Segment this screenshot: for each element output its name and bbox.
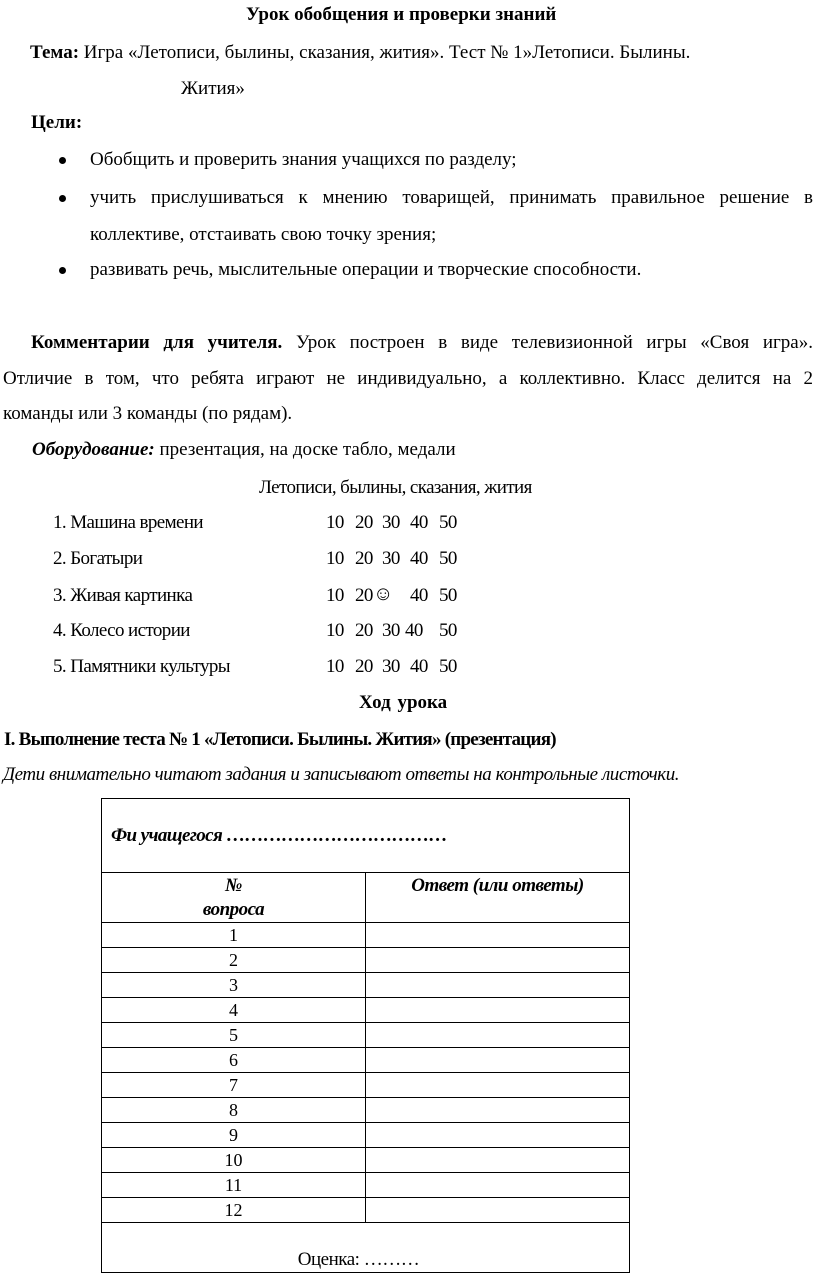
- answer-cell[interactable]: [366, 1148, 630, 1173]
- grade-cell: [102, 1223, 630, 1273]
- goal-item: развивать речь, мыслительные операции и творческие способности.: [90, 259, 642, 280]
- table-row: [102, 1048, 630, 1073]
- question-number: 8: [102, 1098, 366, 1123]
- answer-cell[interactable]: [366, 1173, 630, 1198]
- table-row: [102, 923, 630, 948]
- board-score: 30: [382, 620, 400, 641]
- topic-label: Тема:: [30, 42, 80, 63]
- table-row: [102, 1123, 630, 1148]
- topic-text: Игра «Летописи, былины, сказания, жития». Тест № 1»Летописи. Былины.: [79, 42, 691, 63]
- board-score: 50: [439, 620, 457, 641]
- board-score: 50: [439, 512, 457, 533]
- question-number: 11: [102, 1173, 366, 1198]
- board-score: 30: [382, 656, 400, 677]
- table-row: [102, 1173, 630, 1198]
- board-category: 5. Памятники культуры: [53, 656, 230, 677]
- answer-cell[interactable]: [366, 1098, 630, 1123]
- bullet-icon: [59, 267, 66, 274]
- answer-cell[interactable]: [366, 923, 630, 948]
- section-title: I. Выполнение теста № 1 «Летописи. Былины. Жития» (презентация): [4, 729, 556, 750]
- page-title: Урок обобщения и проверки знаний: [246, 4, 557, 25]
- answer-cell[interactable]: [366, 1023, 630, 1048]
- question-number: 10: [102, 1148, 366, 1173]
- board-score: 20: [355, 548, 373, 569]
- comment-label: Комментарии для учителя.: [31, 332, 283, 353]
- board-score: 20: [355, 585, 373, 606]
- board-score: 10: [326, 656, 344, 677]
- question-number: 2: [102, 948, 366, 973]
- board-score: 10: [326, 585, 344, 606]
- question-number: 1: [102, 923, 366, 948]
- lesson-heading: Ход урока: [359, 692, 448, 713]
- answer-header-label: Ответ (или ответы): [411, 875, 584, 896]
- goal-item: Обобщить и проверить знания учащихся по разделу;: [90, 149, 517, 170]
- section-note: Дети внимательно читают задания и записывают ответы на контрольные листочки.: [3, 764, 680, 785]
- student-name-label: Фи учащегося ………………………………: [111, 825, 448, 846]
- question-number-header: [102, 873, 366, 923]
- board-score: 50: [439, 585, 457, 606]
- board-score: 40: [410, 656, 428, 677]
- student-name-cell: [102, 799, 630, 873]
- goal-item: учить прислушиваться к мнению товарищей, принимать правильное решение в: [90, 187, 813, 208]
- table-row: [102, 1023, 630, 1048]
- board-category: 1. Машина времени: [53, 512, 203, 533]
- answer-cell[interactable]: [366, 1198, 630, 1223]
- comment-line: Отличие в том, что ребята играют не индивидуально, а коллективно. Класс делится на 2: [3, 368, 813, 389]
- comment-line: [31, 332, 813, 354]
- topic-line: [30, 42, 690, 64]
- board-score: 40: [410, 512, 428, 533]
- question-number-header-line1: №: [225, 875, 242, 896]
- smiley-icon: ☺: [373, 583, 394, 605]
- board-score: 10: [326, 548, 344, 569]
- table-row: [102, 1198, 630, 1223]
- bullet-icon: [59, 157, 66, 164]
- board-score: 30: [382, 548, 400, 569]
- board-score: 30: [382, 512, 400, 533]
- board-score: 20: [355, 620, 373, 641]
- table-row: [102, 1073, 630, 1098]
- board-category: 4. Колесо истории: [53, 620, 190, 641]
- board-score: 50: [439, 656, 457, 677]
- table-row: [102, 1148, 630, 1173]
- board-category: 2. Богатыри: [53, 548, 143, 569]
- board-heading: Летописи, былины, сказания, жития: [259, 477, 532, 498]
- table-row: [102, 973, 630, 998]
- equipment-line: [32, 439, 456, 461]
- table-row: [102, 1098, 630, 1123]
- question-number: 4: [102, 998, 366, 1023]
- table-header-row: [102, 873, 630, 923]
- answer-cell[interactable]: [366, 1048, 630, 1073]
- student-name-row: [102, 799, 630, 873]
- answer-cell[interactable]: [366, 1123, 630, 1148]
- question-number: 6: [102, 1048, 366, 1073]
- question-number-header-line2: вопроса: [202, 899, 265, 920]
- board-score: 10: [326, 620, 344, 641]
- board-score: 10: [326, 512, 344, 533]
- answer-cell[interactable]: [366, 948, 630, 973]
- question-number: 5: [102, 1023, 366, 1048]
- table-row: [102, 948, 630, 973]
- grade-row: [102, 1223, 630, 1273]
- answer-sheet-table: [101, 798, 630, 1273]
- board-score: 50: [439, 548, 457, 569]
- bullet-icon: [59, 195, 66, 202]
- topic-text-continued: Жития»: [181, 78, 245, 99]
- board-score: 40: [410, 548, 428, 569]
- board-score: 20: [355, 656, 373, 677]
- goals-label: Цели:: [31, 112, 83, 133]
- board-score: 40: [405, 620, 423, 641]
- answer-cell[interactable]: [366, 1073, 630, 1098]
- question-number: 9: [102, 1123, 366, 1148]
- grade-label: Оценка: ………: [297, 1249, 420, 1270]
- comment-text: Урок построен в виде телевизионной игры «Своя игра».: [295, 332, 813, 353]
- question-number: 3: [102, 973, 366, 998]
- answer-cell[interactable]: [366, 973, 630, 998]
- answer-header: [366, 873, 630, 923]
- question-number: 7: [102, 1073, 366, 1098]
- equipment-label: Оборудование:: [32, 439, 155, 460]
- comment-line: команды или 3 команды (по рядам).: [3, 403, 293, 424]
- board-score: 20: [355, 512, 373, 533]
- answer-cell[interactable]: [366, 998, 630, 1023]
- goal-item-continued: коллективе, отстаивать свою точку зрения;: [90, 224, 437, 245]
- board-category: 3. Живая картинка: [53, 585, 193, 606]
- equipment-text: презентация, на доске табло, медали: [154, 439, 456, 460]
- question-number: 12: [102, 1198, 366, 1223]
- table-row: [102, 998, 630, 1023]
- board-score: 40: [410, 585, 428, 606]
